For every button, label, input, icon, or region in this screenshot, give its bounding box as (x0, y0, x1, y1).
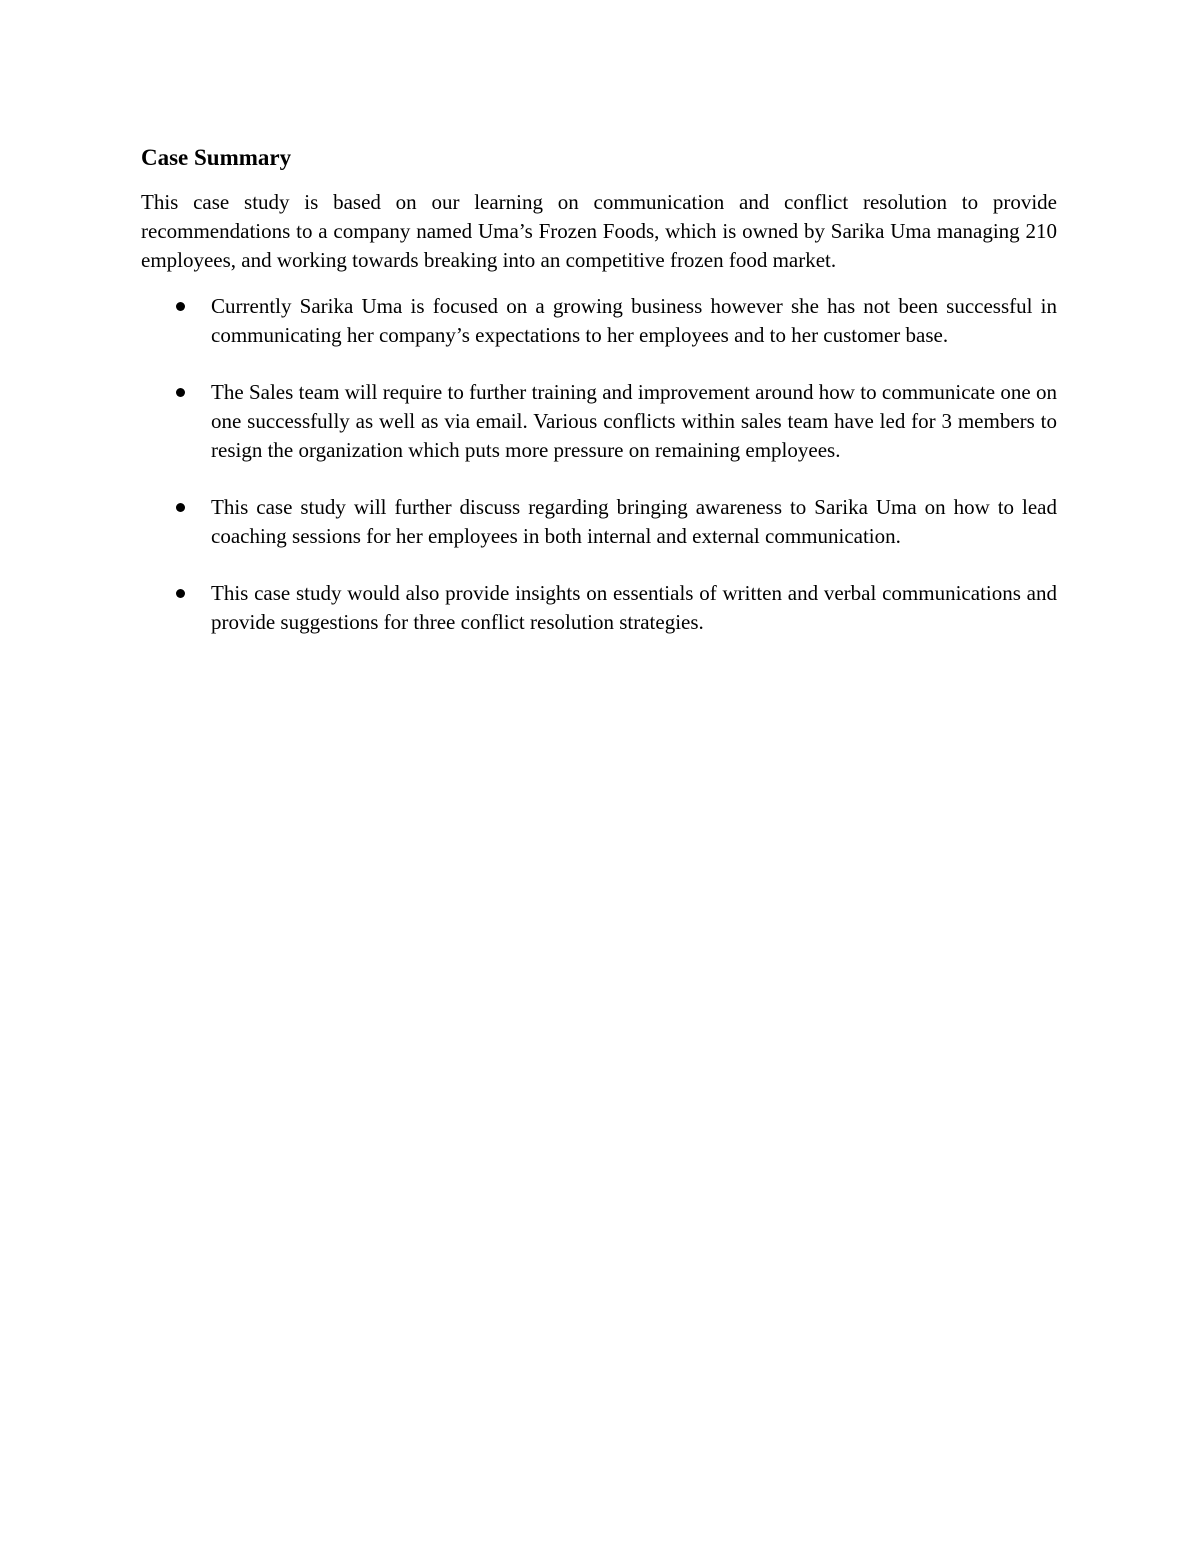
bullet-icon (176, 503, 185, 512)
bullet-item (141, 378, 1057, 465)
bullet-text: The Sales team will require to further training and improvement around how to communicate one on one successfully as well as via email. Various conflicts within sales team have led for 3 members to resign the organization which puts more pressure on remaining employees. (211, 380, 1057, 462)
bullet-icon (176, 388, 185, 397)
bullet-item (141, 579, 1057, 637)
bullet-text: Currently Sarika Uma is focused on a growing business however she has not been successful in communicating her company’s expectations to her employees and to her customer base. (211, 294, 1057, 347)
intro-paragraph: This case study is based on our learning on communication and conflict resolution to provide recommendations to a company named Uma’s Frozen Foods, which is owned by Sarika Uma managing 210 employees, and working towards breaking into an competitive frozen food market. (141, 190, 1057, 272)
document-content (141, 138, 1057, 665)
bullet-item (141, 292, 1057, 350)
bullet-text: This case study would also provide insights on essentials of written and verbal communications and provide suggestions for three conflict resolution strategies. (211, 581, 1057, 634)
bullet-icon (176, 589, 185, 598)
bullet-item (141, 493, 1057, 551)
bullet-list (141, 292, 1057, 637)
section-heading: Case Summary (141, 145, 292, 170)
bullet-icon (176, 302, 185, 311)
bullet-text: This case study will further discuss regarding bringing awareness to Sarika Uma on how to lead coaching sessions for her employees in both internal and external communication. (211, 495, 1057, 548)
